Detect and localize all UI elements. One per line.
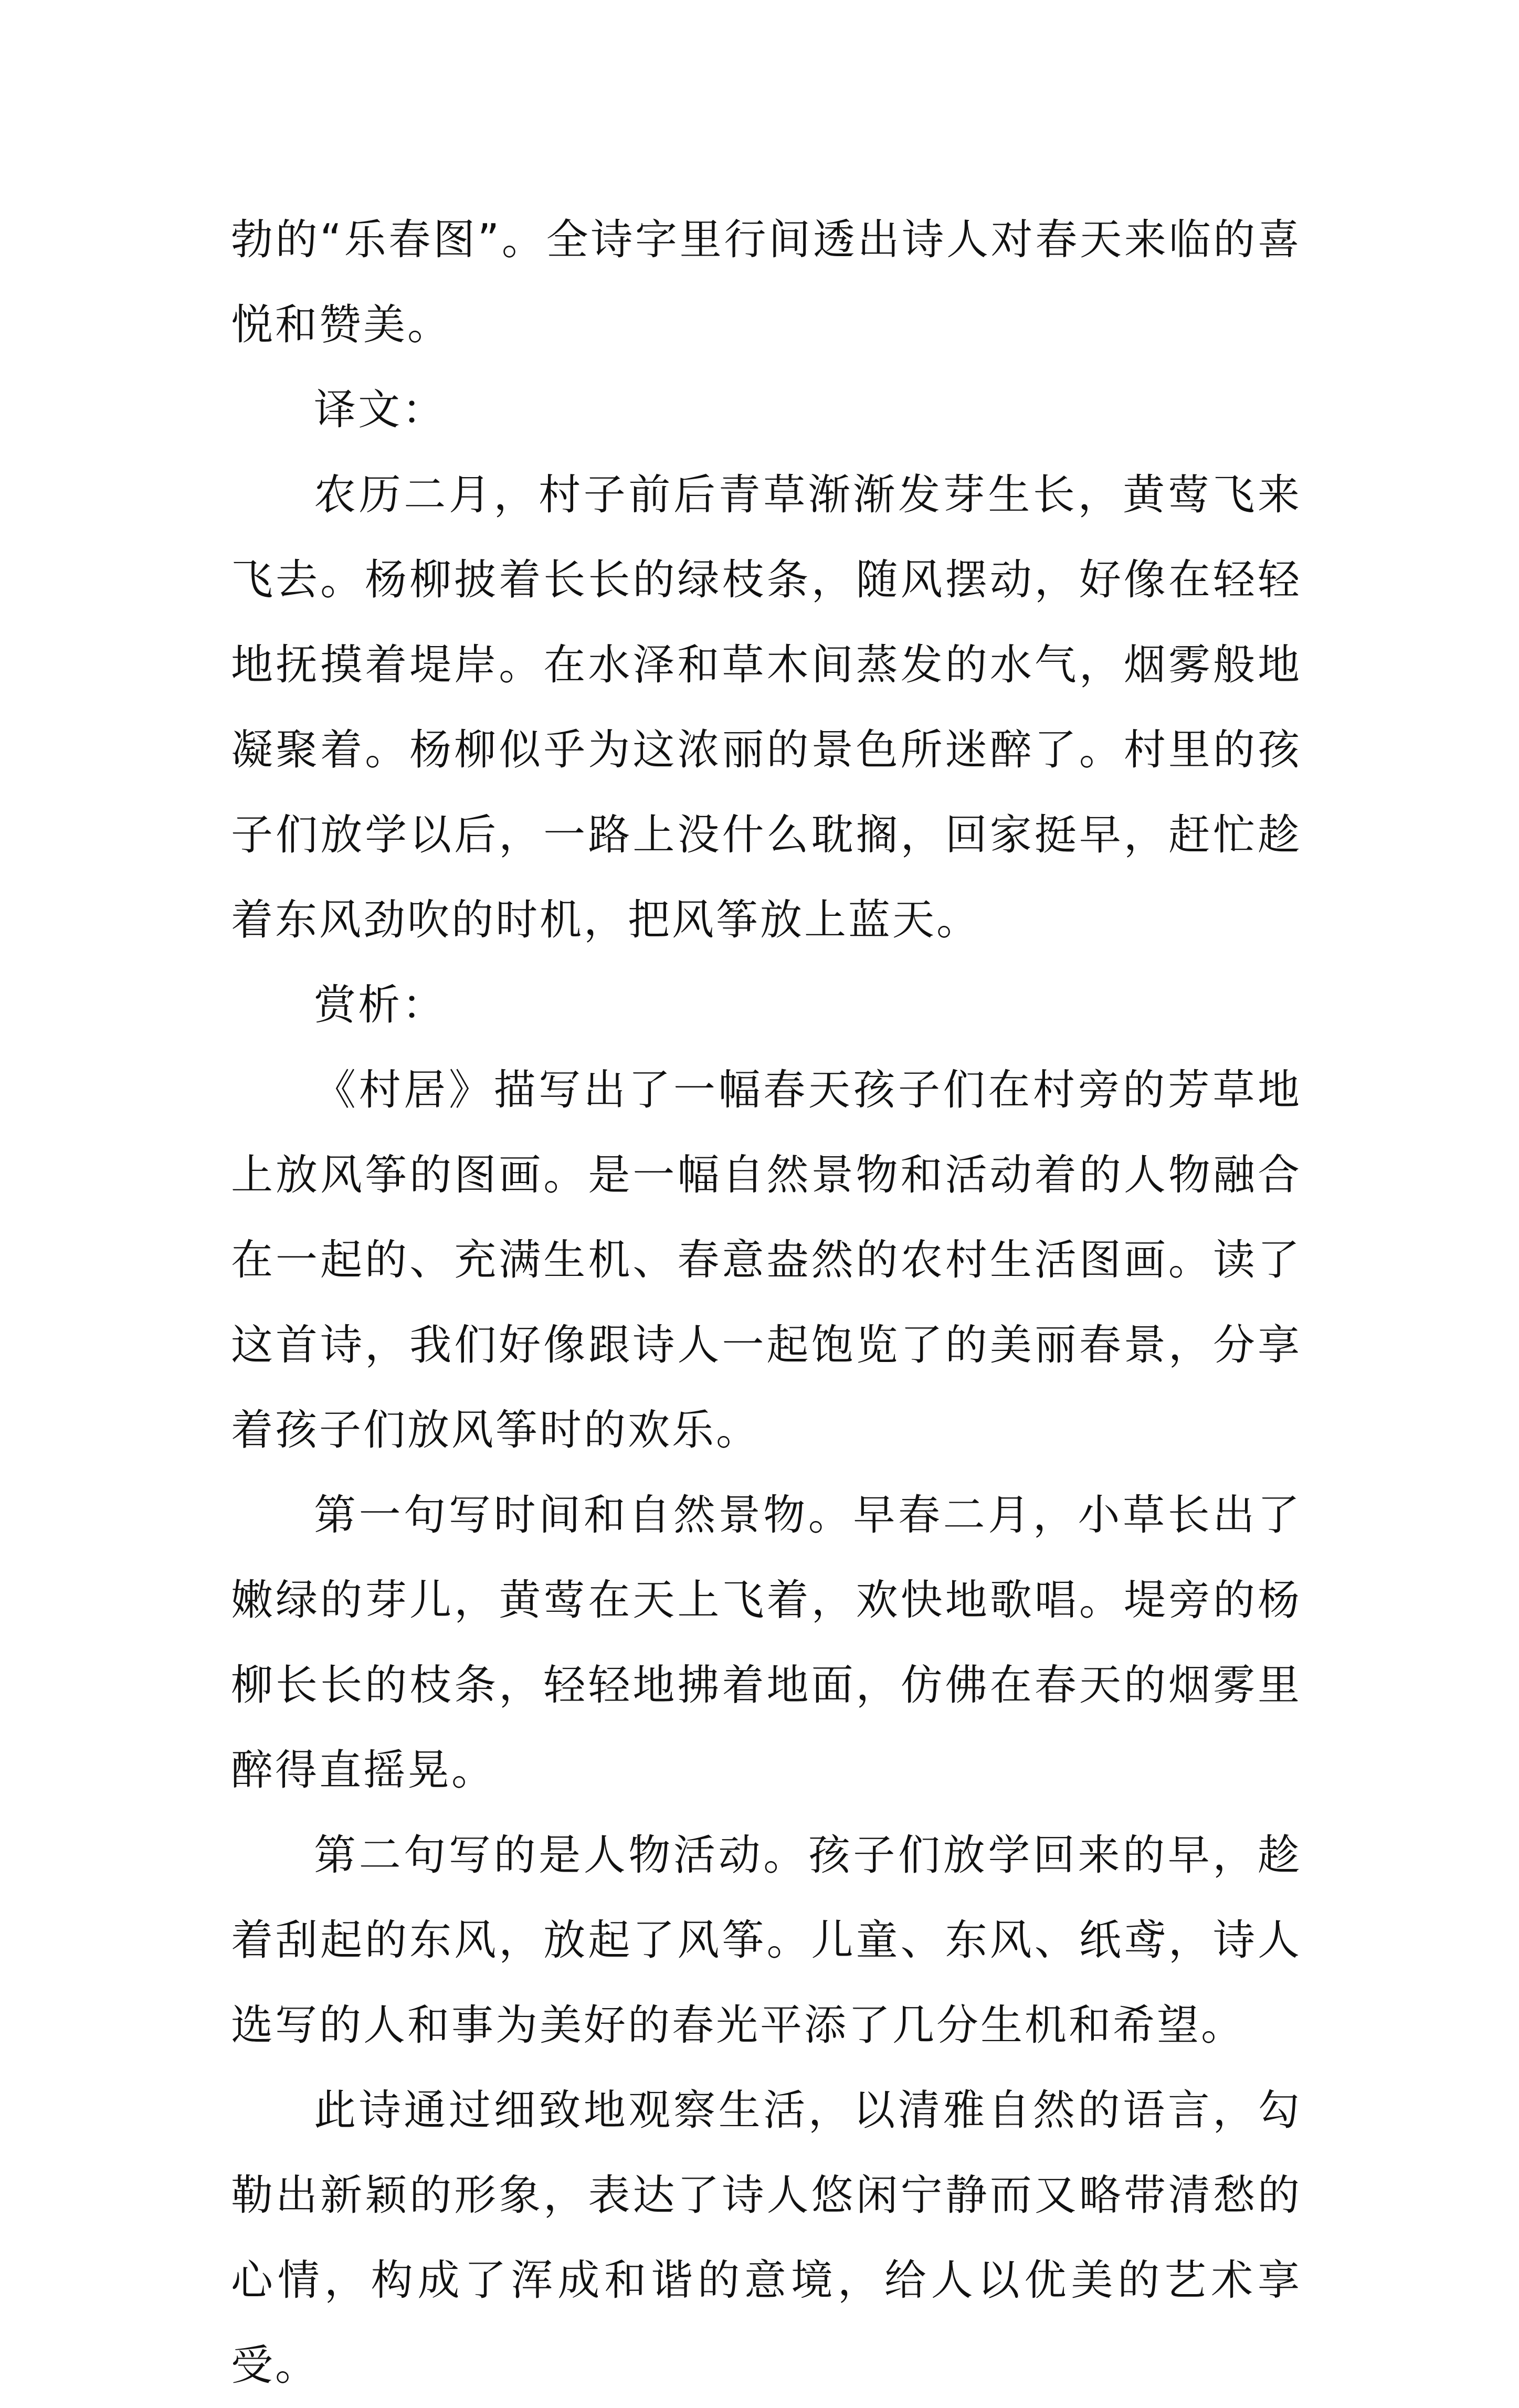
heading-appreciation: 赏析： xyxy=(314,980,446,1029)
paragraph-poem-summary-end: 勃的“乐春图”。全诗字里行间透出诗人对春天来临的喜悦和赞美。 xyxy=(231,215,1302,349)
paragraph-second-line: 第二句写的是人物活动。孩子们放学回来的早，趁着刮起的东风，放起了风筝。儿童、东风、纸鸢，诗人选写的人和事为美好的春光平添了几分生机和希望。 xyxy=(231,1831,1302,2050)
paragraph-first-line: 第一句写时间和自然景物。早春二月，小草长出了嫩绿的芽儿，黄莺在天上飞着，欢快地歌唱。堤旁的杨柳长长的枝条，轻轻地拂着地面，仿佛在春天的烟雾里醉得直摇晃。 xyxy=(231,1491,1302,1794)
document-body xyxy=(231,197,1302,2408)
paragraph-appreciation-intro: 《村居》描写出了一幅春天孩子们在村旁的芳草地上放风筝的图画。是一幅自然景物和活动着的人物融合在一起的、充满生机、春意盎然的农村生活图画。读了这首诗，我们好像跟诗人一起饱览了的美丽春景，分享着孩子们放风筝时的欢乐。 xyxy=(231,1065,1302,1454)
heading-translation: 译文： xyxy=(314,385,446,434)
paragraph-translation: 农历二月，村子前后青草渐渐发芽生长，黄莺飞来飞去。杨柳披着长长的绿枝条，随风摆动，好像在轻轻地抚摸着堤岸。在水泽和草木间蒸发的水气，烟雾般地凝聚着。杨柳似乎为这浓丽的景色所迷醉了。村里的孩子们放学以后，一路上没什么耽搁，回家挺早，赶忙趁着东风劲吹的时机，把风筝放上蓝天。 xyxy=(231,470,1302,944)
paragraph-conclusion: 此诗通过细致地观察生活，以清雅自然的语言，勾勒出新颖的形象，表达了诗人悠闲宁静而又略带清愁的心情，构成了浑成和谐的意境，给人以优美的艺术享受。 xyxy=(231,2086,1302,2390)
